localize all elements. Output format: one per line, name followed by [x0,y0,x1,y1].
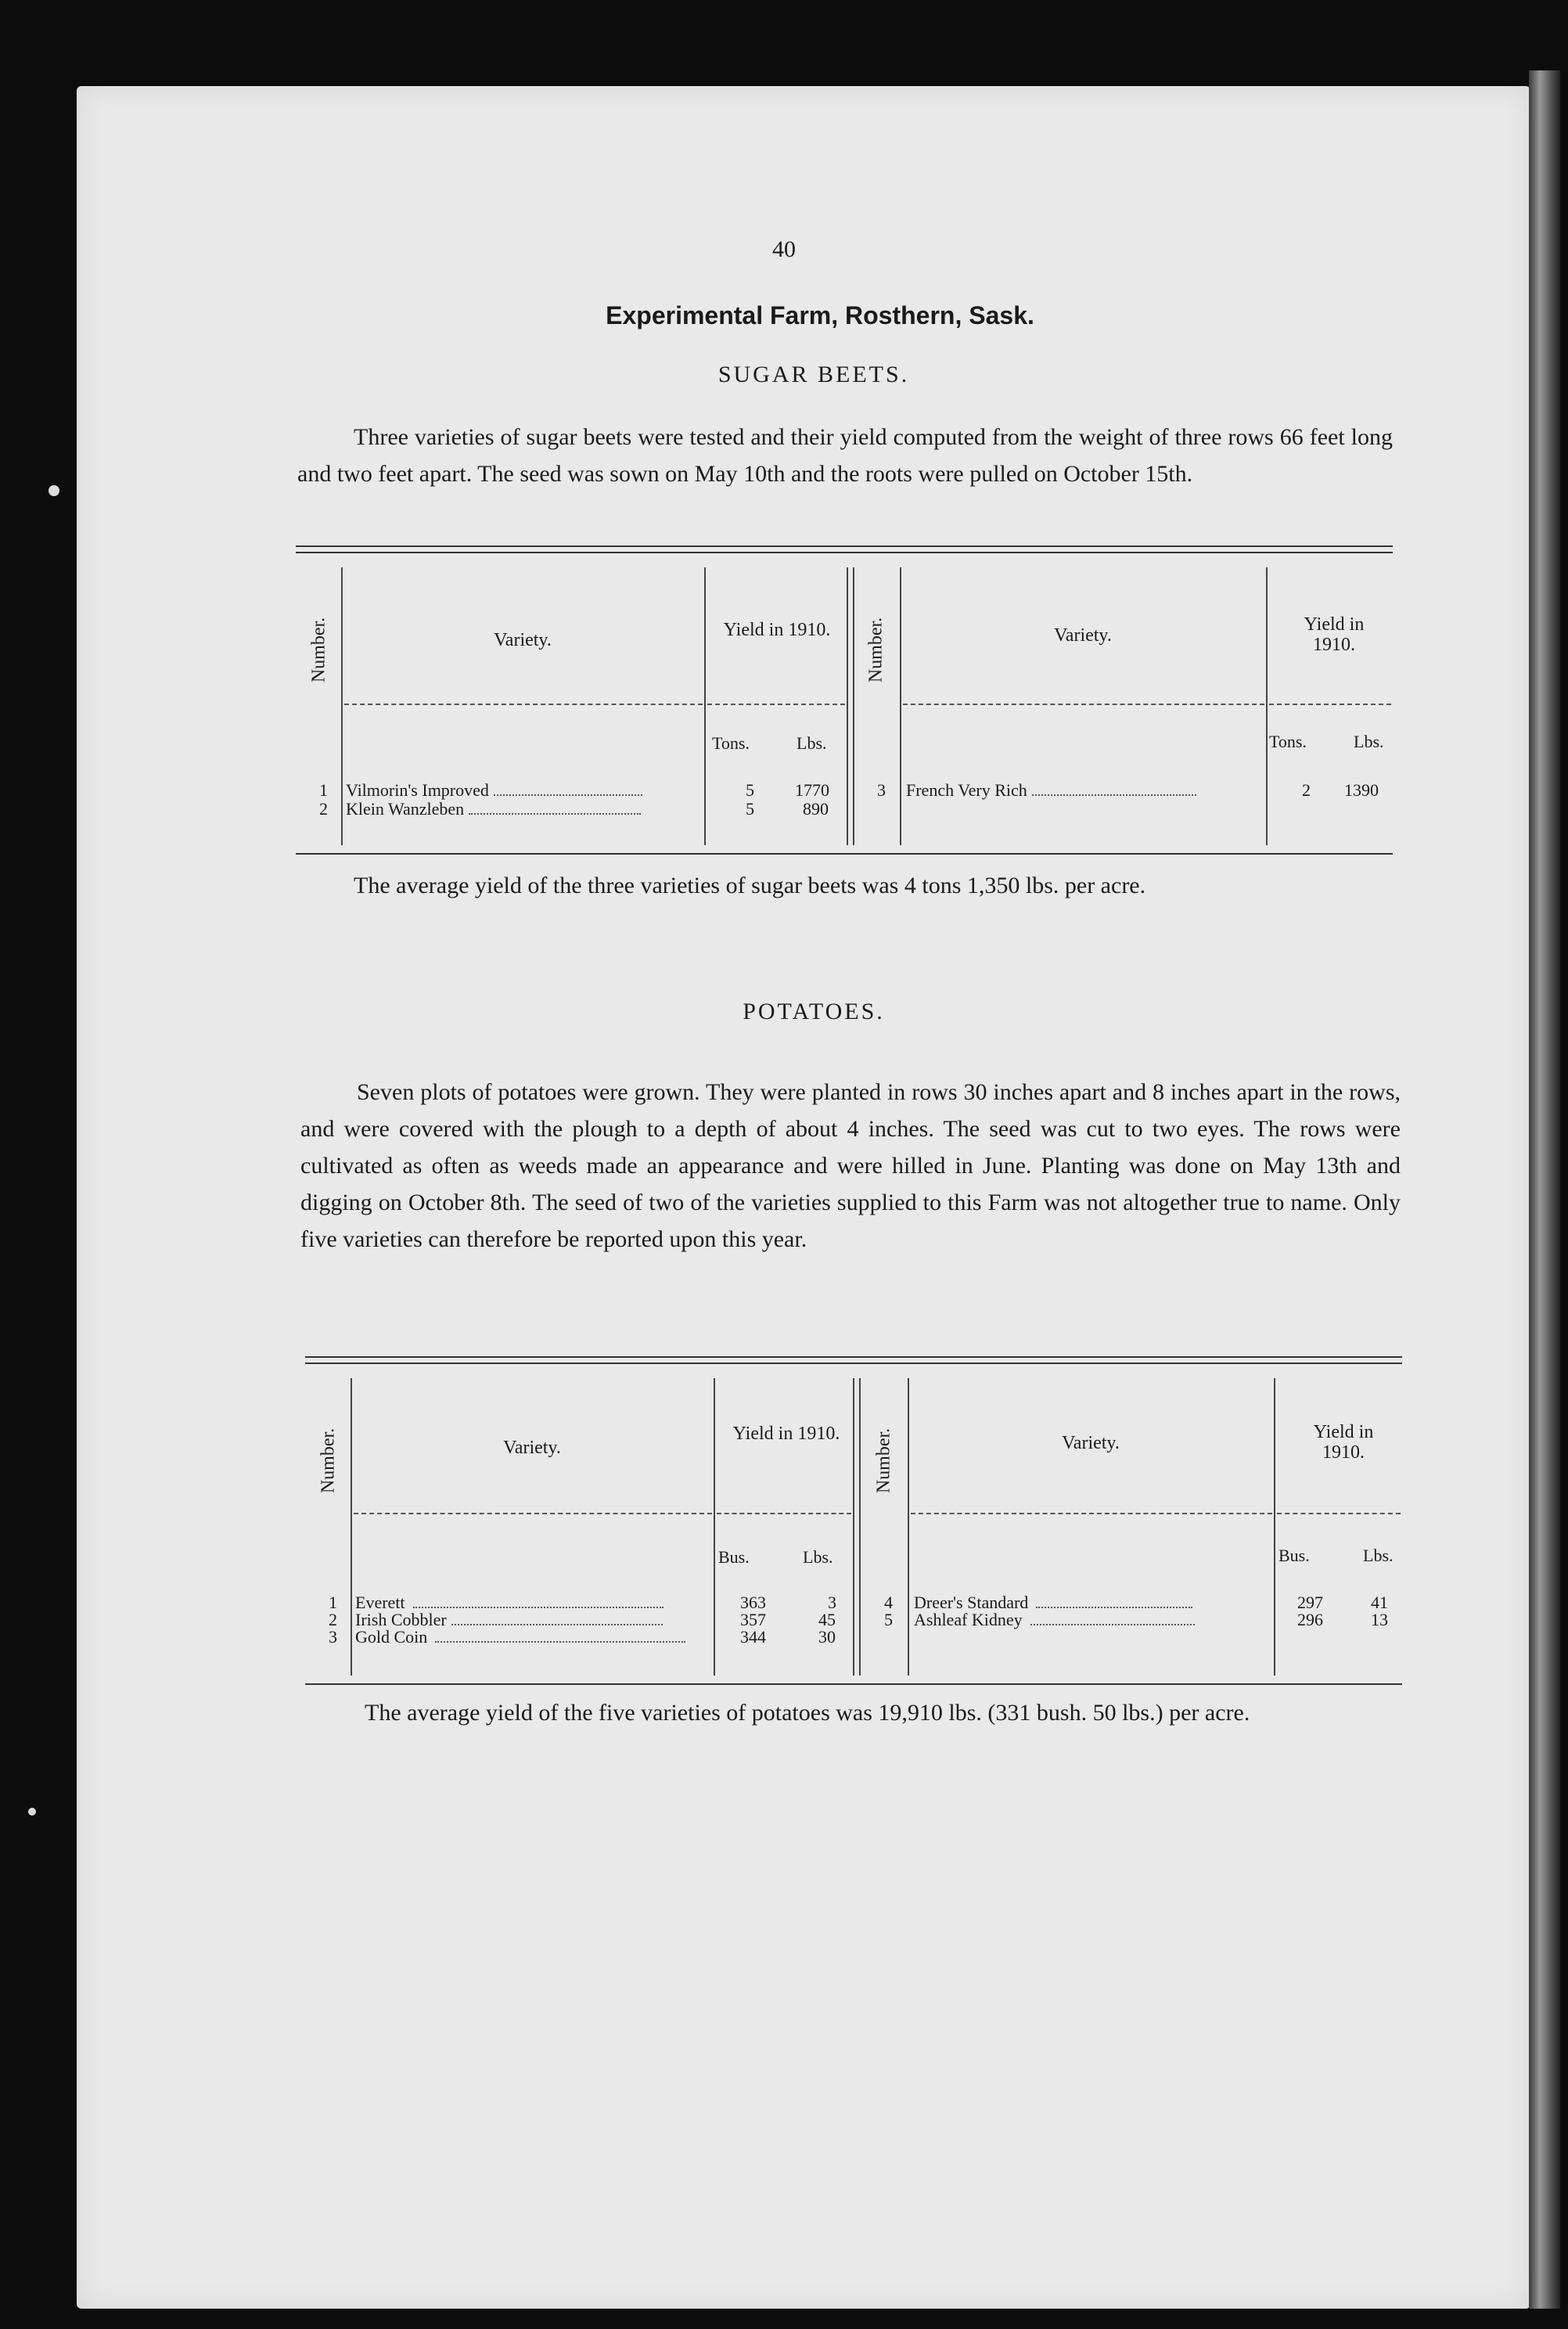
header-yield-right: Yield in 1910. [1304,614,1365,655]
scan-speck [49,485,59,496]
section-title-potatoes: POTATOES. [743,999,885,1024]
unit-lbs-left: Lbs. [797,733,827,753]
header-number-right: Number. [873,1427,894,1494]
header-yield-left: Yield in 1910. [723,620,831,640]
header-variety-right: Variety. [1054,625,1112,646]
header-variety-left: Variety. [494,630,552,650]
unit-lbs-left: Lbs. [803,1547,833,1567]
unit-tons-left: Tons. [712,733,750,753]
section-title-sugar-beets: SUGAR BEETS. [717,362,910,387]
unit-bus-left: Bus. [718,1547,750,1567]
sugar-beets-intro [297,419,1393,492]
header-number-left: Number. [318,1427,339,1494]
potatoes-summary-text: The average yield of the five varieties of potatoes was 19,910 lbs. (331 bush. 50 lbs.) per acre. [365,1700,1250,1726]
unit-tons-right: Tons. [1269,732,1307,751]
potatoes-table: Number. Variety. Yield in 1910. Number. Variety. Yield in 1910. Bus. Lbs. Bus. Lbs. 1 Everett 363 3 2 Irish Cobbler 357 45 3 Gold Coin 344 30 4 Dreer's Standard 297 41 5 Ashleaf Kidney 296 13 [305,1356,1402,1689]
header-number-left: Number. [308,617,329,683]
page-heading: Experimental Farm, Rosthern, Sask. [606,301,1034,329]
potatoes-intro-text: Seven plots of potatoes were grown. They were planted in rows 30 inches apart and 8 inches apart in the rows, and were covered with the plough to a depth of about 4 inches. The seed was cut to two eyes. The rows were cultivated as often as weeds made an appearance and were hilled in June. Planting was done on May 13th and digging on October 8th. The seed of two of the varieties supplied to this Farm was not altogether true to name. Only five varieties can therefore be reported upon this year. [300,1079,1401,1252]
unit-lbs-right: Lbs. [1354,732,1384,751]
sugar-beets-summary [297,867,1393,904]
unit-bus-right: Bus. [1278,1546,1310,1565]
potatoes-intro [300,1074,1401,1258]
page-edge [1529,70,1560,2309]
header-number-right: Number. [865,617,886,683]
sugar-beets-summary-text: The average yield of the three varieties of sugar beets was 4 tons 1,350 lbs. per acre. [354,873,1146,898]
sugar-beets-intro-text: Three varieties of sugar beets were tested and their yield computed from the weight of three rows 66 feet long and two feet apart. The seed was sown on May 10th and the roots were pulled on October 15th. [297,424,1393,487]
sugar-beets-table: Number. Variety. Yield in 1910. Number. Variety. Yield in 1910. Tons. Lbs. Tons. Lbs. 1 Vilmorin's Improved 5 1770 2 Klein Wanzleben 5 890 3 French Very Rich 2 1390 [296,545,1393,859]
header-variety-left: Variety. [503,1438,561,1458]
header-yield-left: Yield in 1910. [732,1424,840,1444]
potatoes-summary [308,1694,1401,1731]
scan-speck [28,1808,36,1816]
header-yield-right: Yield in 1910. [1313,1422,1374,1463]
header-variety-right: Variety. [1062,1433,1120,1453]
page-number: 40 [772,236,796,262]
unit-lbs-right: Lbs. [1363,1546,1394,1565]
